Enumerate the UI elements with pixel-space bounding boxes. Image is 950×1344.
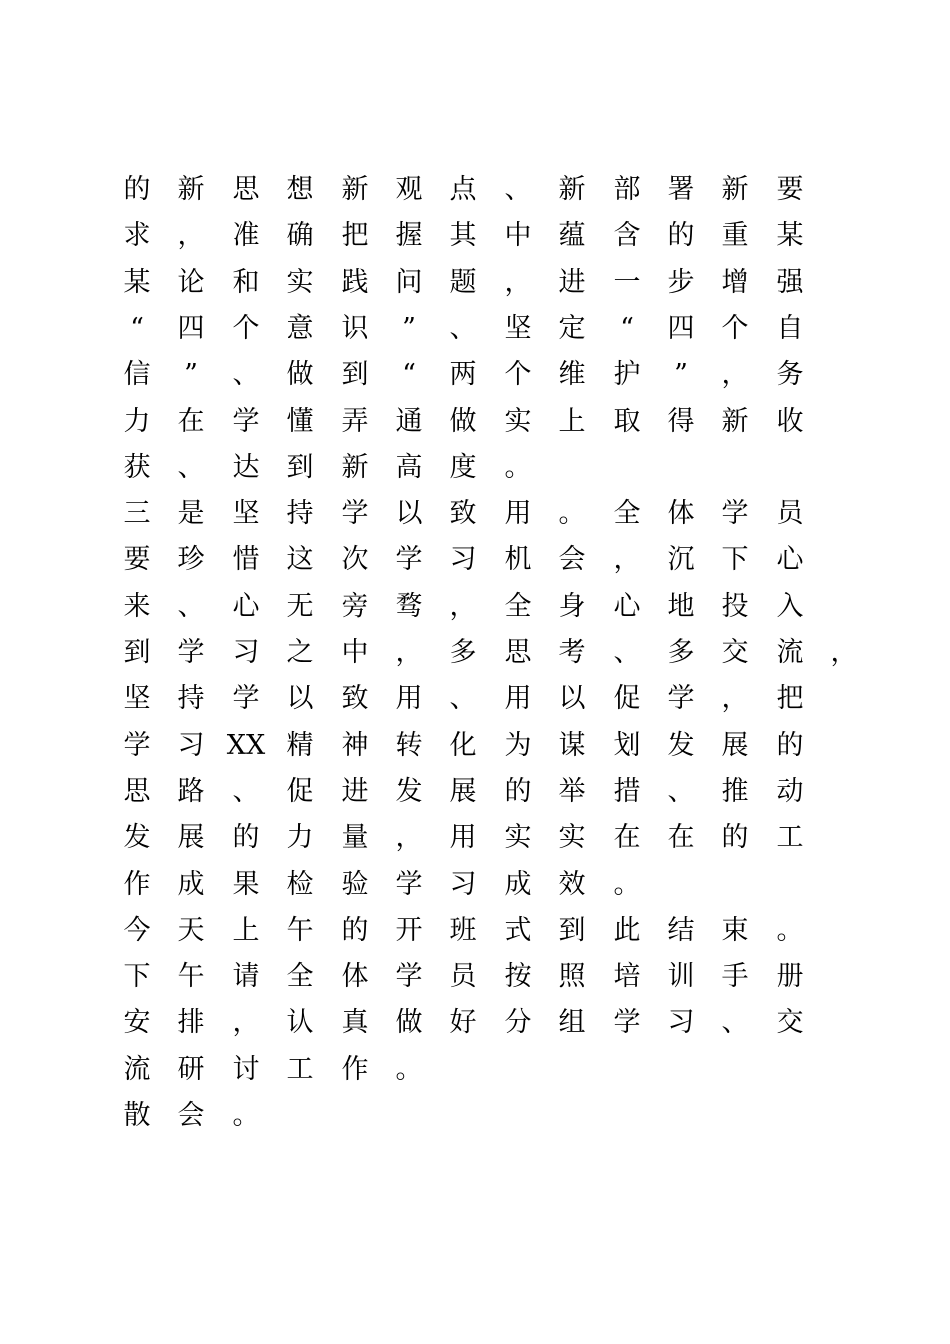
text-char: 。 — [613, 869, 641, 900]
text-char: 四 — [177, 313, 205, 344]
text-char: ” — [674, 359, 688, 390]
text-char: 以 — [558, 683, 586, 714]
text-char: 发 — [667, 730, 695, 761]
text-char: ” — [402, 313, 416, 344]
text-char: 实 — [504, 406, 532, 437]
text-char: 意 — [286, 313, 314, 344]
text-char: ， — [504, 267, 532, 298]
text-char: 学 — [395, 544, 423, 575]
text-char: 化 — [449, 730, 477, 761]
text-char: ， — [613, 544, 641, 575]
text-char: 此 — [613, 915, 641, 946]
text-char: 把 — [341, 220, 369, 251]
text-char: ， — [395, 822, 423, 853]
text-char: 中 — [341, 637, 369, 668]
text-char: 致 — [341, 683, 369, 714]
text-char: 某 — [776, 220, 804, 251]
text-char: 下 — [721, 544, 749, 575]
text-char: “ — [620, 313, 634, 344]
text-char: 学 — [395, 869, 423, 900]
text-char: 措 — [613, 776, 641, 807]
text-char: 今 — [123, 915, 151, 946]
text-char: 安 — [123, 1007, 151, 1038]
text-char: 工 — [286, 1054, 314, 1085]
text-char: 真 — [341, 1007, 369, 1038]
text-char: 束 — [721, 915, 749, 946]
text-char: 在 — [613, 822, 641, 853]
text-char: 这 — [286, 544, 314, 575]
text-char: 的 — [504, 776, 532, 807]
text-char: 为 — [504, 730, 532, 761]
text-char: 持 — [177, 683, 205, 714]
text-char: “ — [402, 359, 416, 390]
text-char: 效 — [558, 869, 586, 900]
text-char: 通 — [395, 406, 423, 437]
text-char: 照 — [558, 961, 586, 992]
text-char: 习 — [177, 730, 205, 761]
text-char: 来 — [123, 591, 151, 622]
text-char: 部 — [613, 174, 641, 205]
text-char: 致 — [449, 498, 477, 529]
text-char: 投 — [721, 591, 749, 622]
text-char: 个 — [504, 359, 532, 390]
text-char: 学 — [613, 1007, 641, 1038]
text-char: 组 — [558, 1007, 586, 1038]
text-char: 、 — [613, 637, 641, 668]
text-char: 心 — [613, 591, 641, 622]
text-char: 高 — [395, 452, 423, 483]
text-char: 作 — [123, 869, 151, 900]
text-char: 学 — [123, 730, 151, 761]
text-char: 要 — [123, 544, 151, 575]
text-char: ， — [721, 359, 749, 390]
text-char: 全 — [613, 498, 641, 529]
text-char: 神 — [341, 730, 369, 761]
text-char: 用 — [504, 683, 532, 714]
text-char: 作 — [341, 1054, 369, 1085]
text-char: 训 — [667, 961, 695, 992]
text-char: 到 — [123, 637, 151, 668]
text-char: 习 — [232, 637, 260, 668]
text-char: 坚 — [504, 313, 532, 344]
text-char: 学 — [667, 683, 695, 714]
text-char: 、 — [449, 683, 477, 714]
text-char: 量 — [341, 822, 369, 853]
text-char: 、 — [232, 776, 260, 807]
text-char: 全 — [286, 961, 314, 992]
text-char: 护 — [613, 359, 641, 390]
text-char: 识 — [341, 313, 369, 344]
text-char: 收 — [776, 406, 804, 437]
text-char: 践 — [341, 267, 369, 298]
text-char: 学 — [232, 683, 260, 714]
text-char: 身 — [558, 591, 586, 622]
text-char: 骛 — [395, 591, 423, 622]
text-char: 按 — [504, 961, 532, 992]
text-char: 、 — [667, 776, 695, 807]
text-char: 天 — [177, 915, 205, 946]
text-char: 习 — [449, 544, 477, 575]
text-char: 点 — [449, 174, 477, 205]
text-char: 。 — [558, 498, 586, 529]
text-char: ， — [395, 637, 423, 668]
text-char: 发 — [395, 776, 423, 807]
text-char: 署 — [667, 174, 695, 205]
text-char: 员 — [776, 498, 804, 529]
text-char: 多 — [667, 637, 695, 668]
text-char: 取 — [613, 406, 641, 437]
text-char: 、 — [177, 452, 205, 483]
text-char: 和 — [232, 267, 260, 298]
text-char: 培 — [613, 961, 641, 992]
text-char: 体 — [341, 961, 369, 992]
text-char: XX — [226, 730, 266, 761]
text-char: 三 — [123, 498, 151, 529]
text-char: 学 — [341, 498, 369, 529]
text-char: 实 — [558, 822, 586, 853]
text-char: 流 — [123, 1054, 151, 1085]
text-char: 会 — [558, 544, 586, 575]
text-char: 实 — [504, 822, 532, 853]
text-char: 进 — [558, 267, 586, 298]
text-char: 四 — [667, 313, 695, 344]
text-char: 工 — [776, 822, 804, 853]
text-char: 做 — [449, 406, 477, 437]
text-char: 思 — [232, 174, 260, 205]
text-char: 步 — [667, 267, 695, 298]
text-char: 精 — [286, 730, 314, 761]
text-char: 结 — [667, 915, 695, 946]
text-char: 促 — [286, 776, 314, 807]
text-char: 确 — [286, 220, 314, 251]
text-char: 、 — [177, 591, 205, 622]
text-char: 散 — [123, 1100, 151, 1131]
text-char: 问 — [395, 267, 423, 298]
text-char: 新 — [341, 174, 369, 205]
text-char: 得 — [667, 406, 695, 437]
text-char: 在 — [177, 406, 205, 437]
text-char: 一 — [613, 267, 641, 298]
text-char: 手 — [721, 961, 749, 992]
text-char: 展 — [177, 822, 205, 853]
text-char: 午 — [177, 961, 205, 992]
text-char: 强 — [776, 267, 804, 298]
text-char: 进 — [341, 776, 369, 807]
text-char: 认 — [286, 1007, 314, 1038]
text-char: 做 — [395, 1007, 423, 1038]
text-char: ， — [449, 591, 477, 622]
text-char: 机 — [504, 544, 532, 575]
text-char: 。 — [232, 1100, 260, 1131]
text-char: 惜 — [232, 544, 260, 575]
text-char: 以 — [395, 498, 423, 529]
text-char: 力 — [123, 406, 151, 437]
text-char: 动 — [776, 776, 804, 807]
text-char: 达 — [232, 452, 260, 483]
text-char: 是 — [177, 498, 205, 529]
text-char: 新 — [558, 174, 586, 205]
text-char: 会 — [177, 1100, 205, 1131]
text-char: 讨 — [232, 1054, 260, 1085]
text-char: 成 — [177, 869, 205, 900]
text-char: 的 — [667, 220, 695, 251]
text-char: 维 — [558, 359, 586, 390]
text-char: 习 — [667, 1007, 695, 1038]
text-char: 实 — [286, 267, 314, 298]
text-char: 下 — [123, 961, 151, 992]
text-char: 展 — [449, 776, 477, 807]
text-char: 的 — [232, 822, 260, 853]
text-char: 要 — [776, 174, 804, 205]
text-char: 想 — [286, 174, 314, 205]
text-char: 求 — [123, 220, 151, 251]
text-char: 心 — [776, 544, 804, 575]
text-char: 之 — [286, 637, 314, 668]
text-char: 。 — [504, 452, 532, 483]
text-char: 其 — [449, 220, 477, 251]
text-char: 弄 — [341, 406, 369, 437]
text-char: ， — [177, 220, 205, 251]
text-char: 好 — [449, 1007, 477, 1038]
text-char: 、 — [721, 1007, 749, 1038]
text-char: ， — [721, 683, 749, 714]
text-char: 沉 — [667, 544, 695, 575]
text-char: ， — [830, 637, 858, 668]
text-char: 路 — [177, 776, 205, 807]
text-char: 促 — [613, 683, 641, 714]
text-char: 增 — [721, 267, 749, 298]
text-char: 以 — [286, 683, 314, 714]
text-char: 册 — [776, 961, 804, 992]
text-char: 握 — [395, 220, 423, 251]
text-char: 新 — [721, 406, 749, 437]
text-char: 。 — [395, 1054, 423, 1085]
text-char: 员 — [449, 961, 477, 992]
text-char: 举 — [558, 776, 586, 807]
text-char: 午 — [286, 915, 314, 946]
text-char: 果 — [232, 869, 260, 900]
text-char: 转 — [395, 730, 423, 761]
text-char: 做 — [286, 359, 314, 390]
text-char: 谋 — [558, 730, 586, 761]
text-char: 检 — [286, 869, 314, 900]
text-char: 学 — [721, 498, 749, 529]
text-char: 交 — [776, 1007, 804, 1038]
text-char: 把 — [776, 683, 804, 714]
text-char: 上 — [232, 915, 260, 946]
text-char: 用 — [504, 498, 532, 529]
text-char: 持 — [286, 498, 314, 529]
text-char: 自 — [776, 313, 804, 344]
text-char: 中 — [504, 220, 532, 251]
text-char: 新 — [721, 174, 749, 205]
text-char: 重 — [721, 220, 749, 251]
text-char: 的 — [341, 915, 369, 946]
text-char: 多 — [449, 637, 477, 668]
text-char: 个 — [721, 313, 749, 344]
text-char: 班 — [449, 915, 477, 946]
text-char: 推 — [721, 776, 749, 807]
text-char: 度 — [449, 452, 477, 483]
text-char: 展 — [721, 730, 749, 761]
text-char: 信 — [123, 359, 151, 390]
text-char: 排 — [177, 1007, 205, 1038]
text-char: 划 — [613, 730, 641, 761]
text-char: 某 — [123, 267, 151, 298]
text-char: 学 — [232, 406, 260, 437]
text-char: 分 — [504, 1007, 532, 1038]
text-char: 坚 — [232, 498, 260, 529]
text-char: 题 — [449, 267, 477, 298]
text-char: 、 — [232, 359, 260, 390]
text-char: 珍 — [177, 544, 205, 575]
text-char: 、 — [449, 313, 477, 344]
text-char: 坚 — [123, 683, 151, 714]
text-char: 。 — [776, 915, 804, 946]
text-char: 观 — [395, 174, 423, 205]
text-char: 无 — [286, 591, 314, 622]
text-char: 成 — [504, 869, 532, 900]
text-char: 次 — [341, 544, 369, 575]
text-char: 式 — [504, 915, 532, 946]
text-char: 验 — [341, 869, 369, 900]
text-char: 全 — [504, 591, 532, 622]
text-char: 务 — [776, 359, 804, 390]
text-char: 懂 — [286, 406, 314, 437]
text-char: 用 — [449, 822, 477, 853]
text-char: 到 — [286, 452, 314, 483]
text-char: 体 — [667, 498, 695, 529]
text-char: 习 — [449, 869, 477, 900]
text-char: 两 — [449, 359, 477, 390]
text-char: 学 — [395, 961, 423, 992]
text-char: 新 — [177, 174, 205, 205]
text-char: 交 — [721, 637, 749, 668]
text-char: 个 — [232, 313, 260, 344]
text-char: 获 — [123, 452, 151, 483]
text-char: ， — [232, 1007, 260, 1038]
text-char: 新 — [341, 452, 369, 483]
text-char: 请 — [232, 961, 260, 992]
text-char: 到 — [341, 359, 369, 390]
text-char: 上 — [558, 406, 586, 437]
text-char: 准 — [232, 220, 260, 251]
text-char: 研 — [177, 1054, 205, 1085]
text-char: 学 — [177, 637, 205, 668]
text-char: ” — [184, 359, 198, 390]
text-char: 含 — [613, 220, 641, 251]
text-char: 在 — [667, 822, 695, 853]
text-char: 到 — [558, 915, 586, 946]
text-char: 心 — [232, 591, 260, 622]
text-char: 、 — [504, 174, 532, 205]
text-char: 定 — [558, 313, 586, 344]
text-char: 思 — [504, 637, 532, 668]
text-char: 入 — [776, 591, 804, 622]
text-char: 流 — [776, 637, 804, 668]
text-char: 地 — [667, 591, 695, 622]
text-char: 力 — [286, 822, 314, 853]
text-char: 的 — [776, 730, 804, 761]
text-char: 开 — [395, 915, 423, 946]
text-char: 论 — [177, 267, 205, 298]
text-char: 旁 — [341, 591, 369, 622]
text-char: 蕴 — [558, 220, 586, 251]
text-char: 发 — [123, 822, 151, 853]
text-char: 思 — [123, 776, 151, 807]
text-char: “ — [130, 313, 144, 344]
text-char: 的 — [721, 822, 749, 853]
text-char: 用 — [395, 683, 423, 714]
text-char: 的 — [123, 174, 151, 205]
text-char: 考 — [558, 637, 586, 668]
